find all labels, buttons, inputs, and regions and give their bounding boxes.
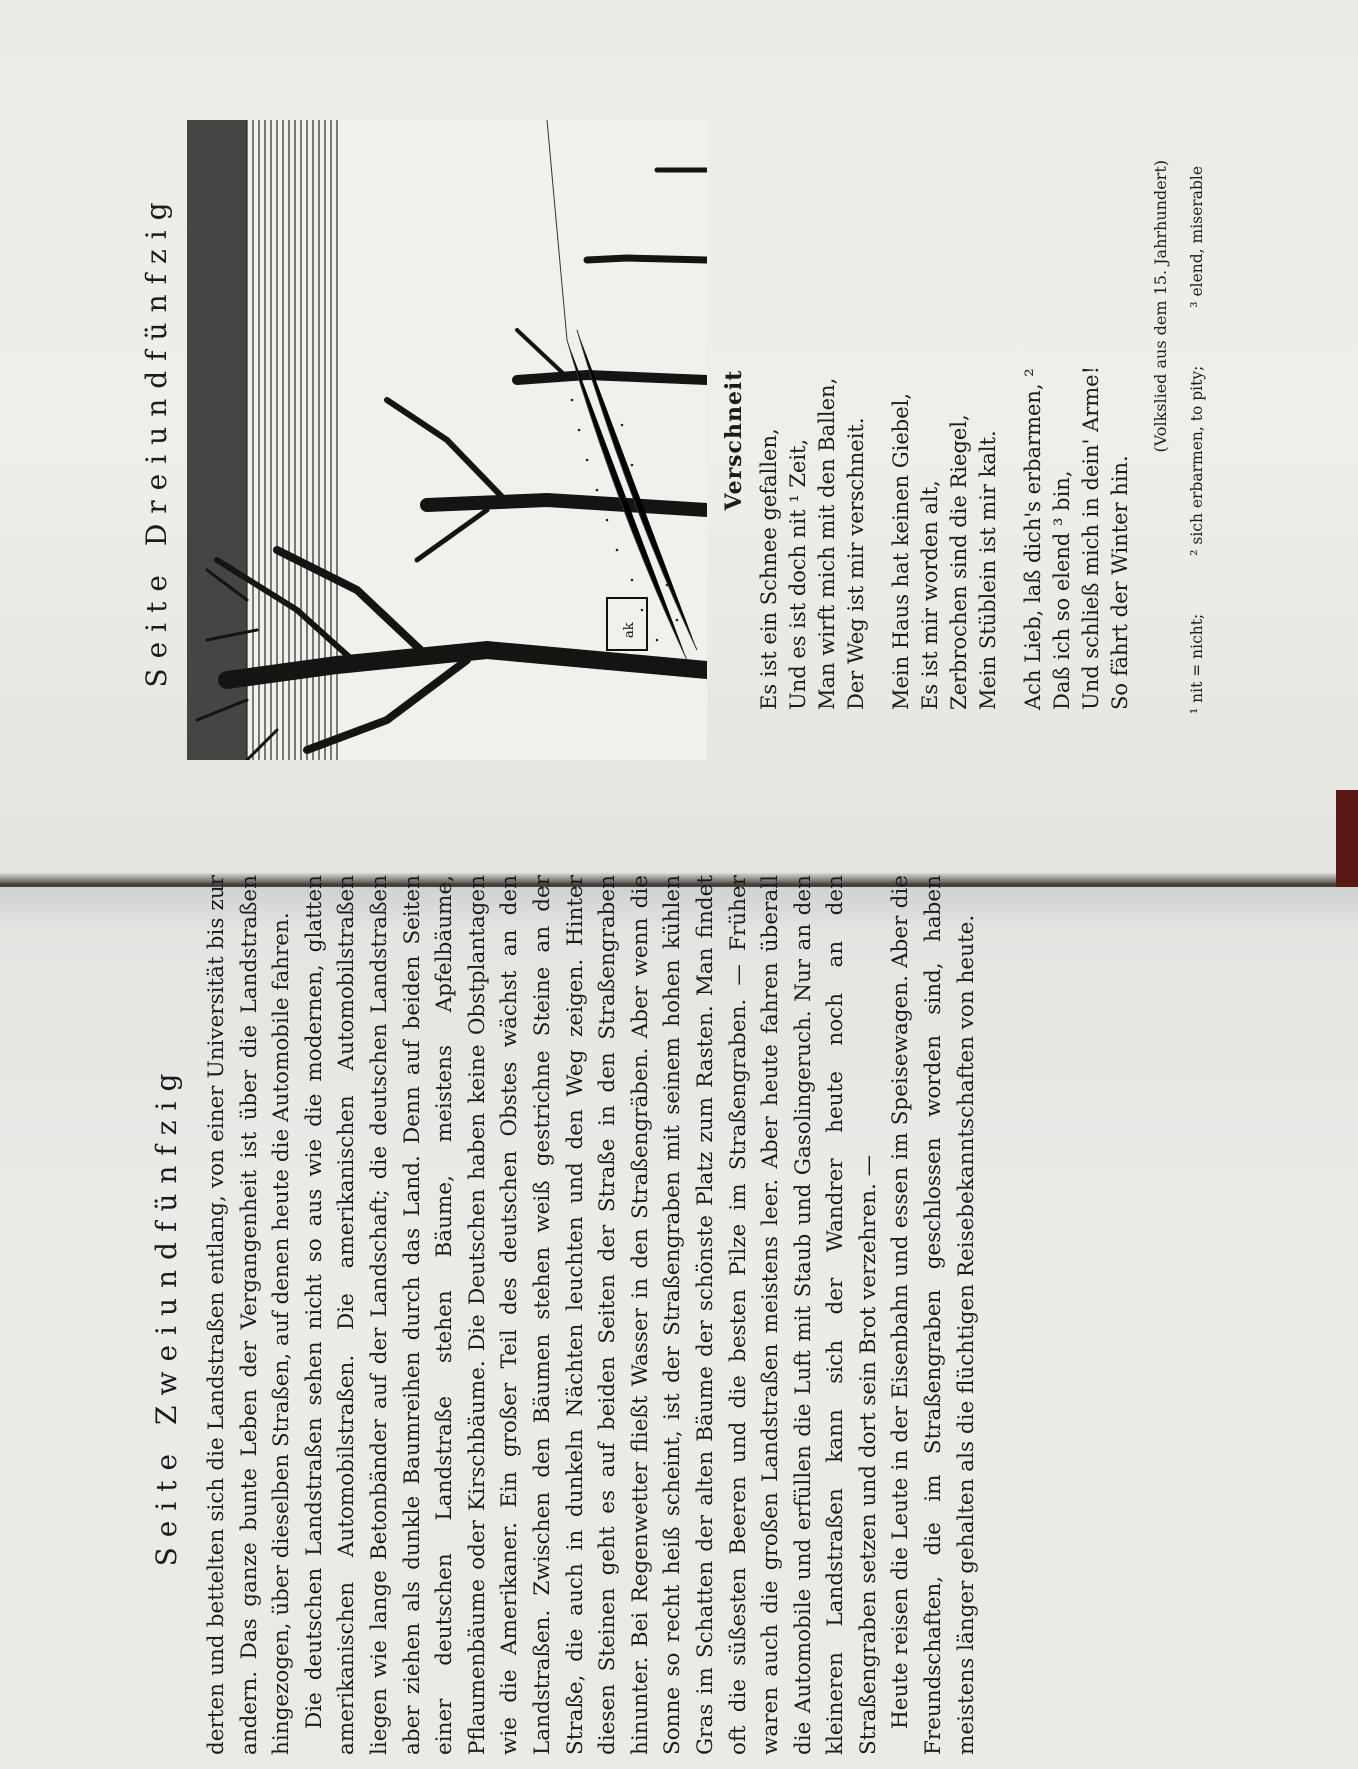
poem-line: Und es ist doch nit ¹ Zeit, bbox=[786, 438, 810, 710]
poem-line: So fährt der Winter hin. bbox=[1108, 455, 1132, 710]
illustration-monogram: ak bbox=[622, 622, 637, 638]
poem-title: Verschneit bbox=[721, 369, 747, 511]
poem-line: Mein Haus hat keinen Giebel, bbox=[889, 392, 913, 710]
right-hand-page-leaf bbox=[0, 0, 1358, 883]
footnote-3: ³ elend, miserable bbox=[1188, 166, 1206, 308]
winter-landscape-illustration bbox=[187, 120, 707, 760]
stanza-1 bbox=[755, 50, 871, 710]
paragraph: Heute reisen die Leute in der Eisenbahn und essen im Speisewagen. Aber die Freundschaften, die im Straßengraben geschlossen worden sind, haben meistens länger gehalten als die flüchtigen Reisebekanntschaften von heute. bbox=[888, 875, 979, 1755]
paragraph: derten und bettelten sich die Landstraßen entlang, von einer Universität bis zur andern. Das ganze bunte Leben der Vergangenheit ist über die Landstraßen hingezogen, über dieselben Straßen, auf denen heute die Automobile fahren. bbox=[204, 875, 295, 1755]
poem-line: Zerbrochen sind die Riegel, bbox=[947, 414, 971, 710]
poem-line: Es ist mir worden alt, bbox=[918, 480, 942, 710]
running-title: Seite Dreiundfünfzig bbox=[140, 192, 173, 688]
poem-line: Es ist ein Schnee gefallen, bbox=[757, 428, 781, 710]
poem-line: Ach Lieb, laß dich's erbarmen, ² bbox=[1021, 368, 1045, 710]
page-53 bbox=[140, 50, 1220, 830]
body-text bbox=[201, 875, 983, 1755]
paragraph: Die deutschen Landstraßen sehen nicht so aus wie die modernen, glatten amerikanischen Automobilstraßen. Die amerikanischen Automobilstraßen liegen wie lange Betonbänder auf der Landschaft; die deutschen Landstraßen aber ziehen als dunkle Baumreihen durch das Land. Denn auf beiden Seiten einer deutschen Landstraße stehen Bäume, meistens Apfelbäume, Pflaumenbäume oder Kirschbäume. Die Deutschen haben keine Obstplantagen wie die Amerikaner. Ein großer Teil des deutschen Obstes wächst an den Landstraßen. Zwischen den Bäumen stehen weiß gestrichne Steine an der Straße, die auch in dunkeln Nächten leuchten und den Weg zeigen. Hinter diesen Steinen geht es auf beiden Seiten der Straße in den Straßengraben hinunter. Bei Regenwetter fließt Wasser in den Straßengräben. Aber wenn die Sonne so recht heiß scheint, ist der Straßengraben mit seinem hohen kühlen Gras im Schatten der alten Bäume der schönste Platz zum Rasten. Man findet oft die süßesten Beeren und die besten Pilze im Straßengraben. — Früher waren auch die großen Landstraßen meistens leer. Aber heute fahren überall die Automobile und erfüllen die Luft mit Staub und Gasolingeruch. Nur an den kleineren Landstraßen kann sich der Wandrer heute noch an den Straßengraben setzen und dort sein Brot verzehren. — bbox=[301, 875, 881, 1755]
footnote-2: ² sich erbarmen, to pity; bbox=[1188, 365, 1206, 556]
running-title: Seite Zweiundfünfzig bbox=[150, 1063, 183, 1567]
poem-line: Der Weg ist mir verschneit. bbox=[844, 417, 868, 710]
poem-attribution: (Volkslied aus dem 15. Jahrhundert) bbox=[1151, 160, 1170, 453]
poem-line: Daß ich so elend ³ bin, bbox=[1050, 470, 1074, 710]
poem-line: Und schließ mich in dein' Arme! bbox=[1079, 365, 1103, 710]
footnotes bbox=[1188, 50, 1206, 830]
poem-line: Mein Stüblein ist mir kalt. bbox=[976, 430, 1000, 710]
page-52 bbox=[150, 875, 979, 1755]
stanza-3 bbox=[1019, 50, 1135, 710]
poem-line: Man wirft mich mit den Ballen, bbox=[815, 377, 839, 710]
footnote-1: ¹ nit = nicht; bbox=[1188, 613, 1206, 714]
stanza-2 bbox=[887, 50, 1003, 710]
